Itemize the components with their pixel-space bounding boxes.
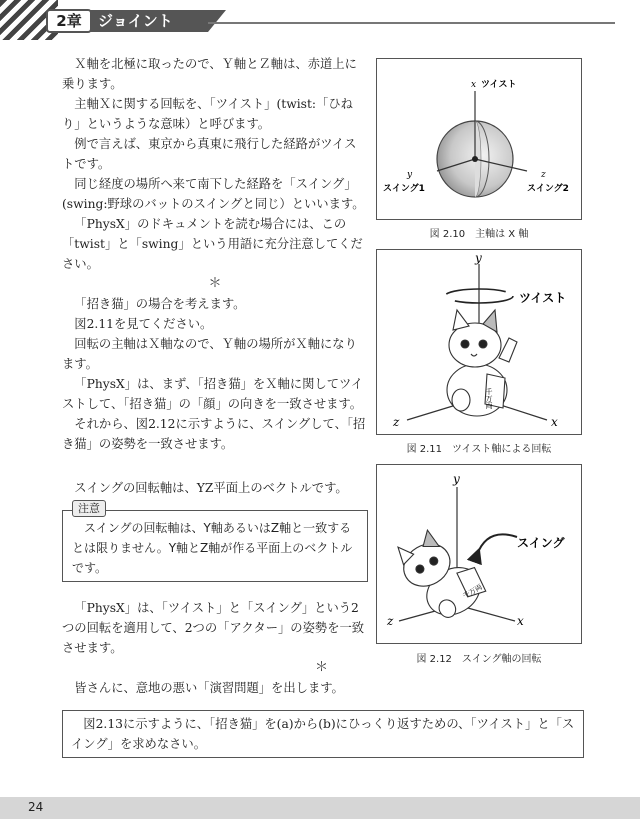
fig-label-swing1: スイング1 <box>383 184 425 194</box>
section-star: ＊ <box>208 276 222 291</box>
fig-label-twist: ツイスト <box>519 291 567 305</box>
text-block-2 <box>62 334 368 454</box>
section-star: ＊ <box>314 660 328 675</box>
fig-label-twist: ツイスト <box>481 80 517 90</box>
fig-label-x: x <box>551 415 558 429</box>
lucky-cat-illustration <box>447 310 517 416</box>
fig-label-kanji: 千万両 <box>485 388 493 409</box>
fig-label-y: y <box>475 251 482 265</box>
paragraph: 図2.11を見てください。 <box>74 317 213 331</box>
fig-label-x: x <box>471 80 477 90</box>
paragraph: 「PhysX」は、「ツイスト」と「スイング」という2つの回転を適用して、2つの「アクター」の姿勢を一致させます。 <box>62 601 365 655</box>
swing-arrow <box>477 534 517 555</box>
fig-label-kanji: 千万両 <box>461 583 484 601</box>
note-tag: 注意 <box>72 500 106 517</box>
exercise-box: 図2.13に示すように、「招き猫」を(a)から(b)にひっくり返すための、「ツイスト」と「スイング」を求めなさい。 <box>62 710 584 758</box>
text-block-1 <box>62 54 368 334</box>
paragraph: Ｘ軸を北極に取ったので、Ｙ軸とＺ軸は、赤道上に乗ります。 <box>62 57 357 91</box>
fig-label-x: x <box>517 614 524 628</box>
text-block-4 <box>62 598 368 698</box>
fig-label-z: z <box>541 170 546 180</box>
fig-label-y: y <box>453 472 460 486</box>
figure-2-12 <box>376 464 582 644</box>
fig-label-z: z <box>387 614 394 628</box>
note-text: スイングの回転軸は、Y軸あるいはZ軸と一致するとは限りません。Y軸とZ軸が作る平面上のベクトルです。 <box>72 521 353 575</box>
paragraph: それから、図2.12に示すように、スイングして、「招き猫」の姿勢を一致させます。 <box>62 417 366 451</box>
header-bar-end <box>208 10 226 32</box>
page-number: 24 <box>28 800 44 814</box>
fig-label-z: z <box>393 415 400 429</box>
lucky-cat-illustration <box>391 519 490 627</box>
chapter-title: ジョイント <box>98 12 173 30</box>
paragraph: 例で言えば、東京から真東に飛行した経路がツイストです。 <box>62 137 357 171</box>
fig-label-y: y <box>407 170 413 180</box>
chapter-badge: 2章 <box>46 9 92 33</box>
paragraph: 皆さんに、意地の悪い「演習問題」を出します。 <box>74 681 344 695</box>
fig-label-swing: スイング <box>517 536 565 550</box>
fig-label-swing2: スイング2 <box>527 184 569 194</box>
header-rule <box>208 22 615 24</box>
caption-2-12: 図 2.12 スイング軸の回転 <box>416 654 542 665</box>
paragraph: 「招き猫」の場合を考えます。 <box>74 297 246 311</box>
paragraph: 主軸Ｘに関する回転を、「ツイスト」(twist:「ひねり」というような意味）と呼びます。 <box>62 97 353 131</box>
figure-2-11 <box>376 249 582 435</box>
paragraph: 回転の主軸はＸ軸なので、Ｙ軸の場所がＸ軸になります。 <box>62 337 357 371</box>
footer-bar <box>0 797 640 819</box>
figure-2-10 <box>376 58 582 220</box>
paragraph: 「PhysX」は、まず、「招き猫」をＸ軸に関してツイストして、「招き猫」の「顔」の向きを一致させます。 <box>62 377 363 411</box>
paragraph: 「PhysX」のドキュメントを読む場合には、この「twist」と「swing」という用語に充分注意してください。 <box>62 217 363 271</box>
paragraph: 同じ経度の場所へ来て南下した経路を「スイング」(swing:野球のバットのスイングと同じ）といいます。 <box>62 177 365 211</box>
text-block-3 <box>62 478 368 498</box>
paragraph: スイングの回転軸は、YZ平面上のベクトルです。 <box>74 481 348 495</box>
caption-2-10: 図 2.10 主軸は X 軸 <box>429 229 529 240</box>
caption-2-11: 図 2.11 ツイスト軸による回転 <box>406 444 552 455</box>
